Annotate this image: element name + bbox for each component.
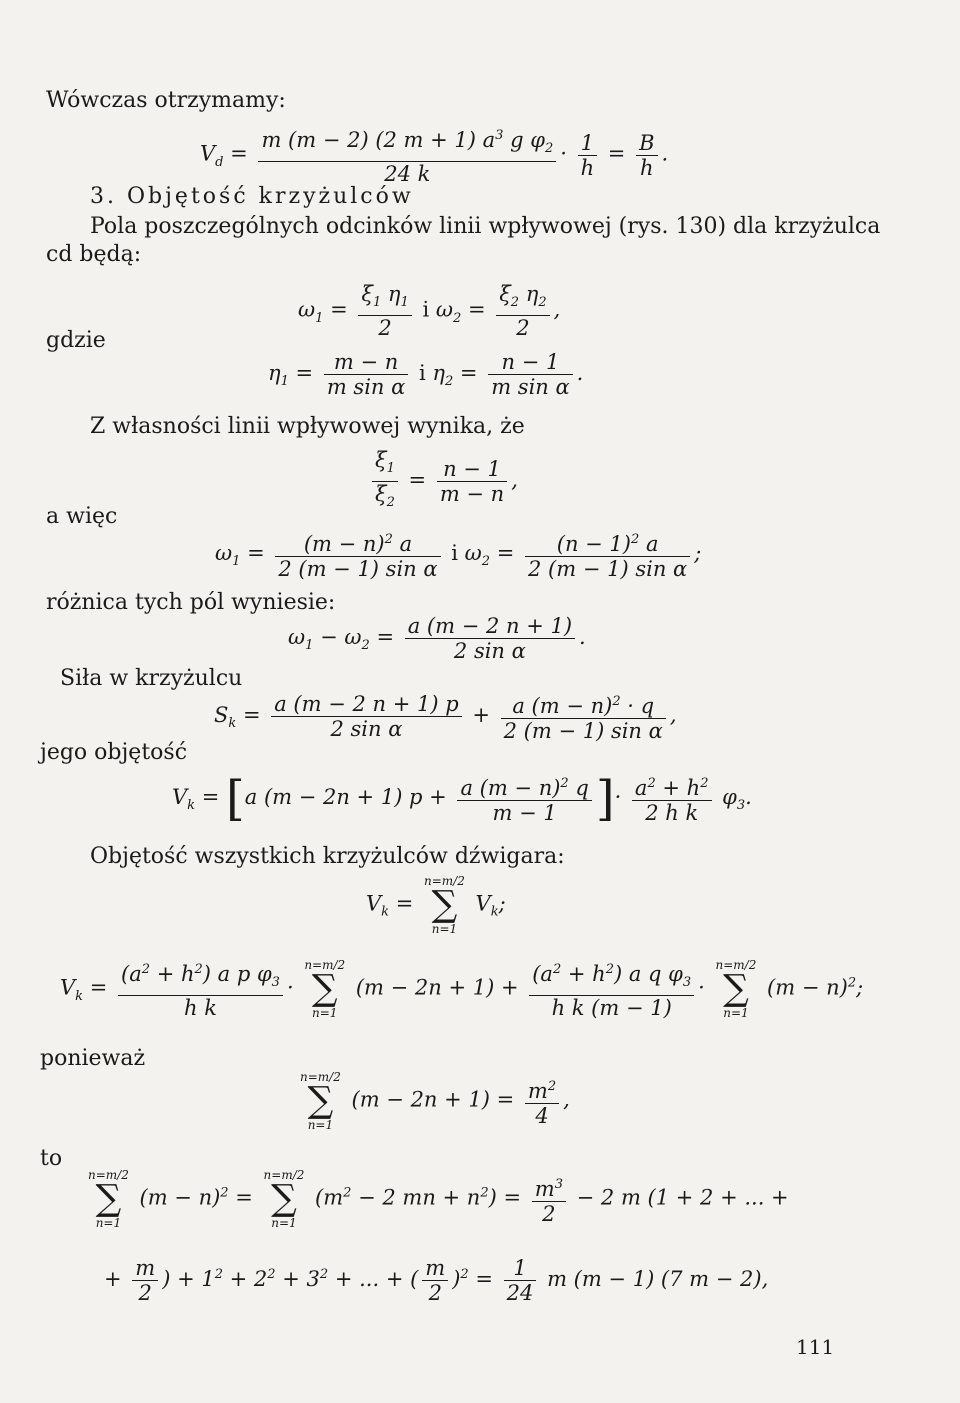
equation-force-sk: $S_k$ = $\frac{a (m - 2 n + 1) p}{\text{2 sin α}}$ + $\frac{a (m - n)^2 \cdot q}{\text{2 (m − 1) sin α}}$ , [214, 692, 677, 743]
label-to: to [40, 1146, 63, 1171]
total-volume-text: Objętość wszystkich krzyżulców dźwigara: [90, 844, 565, 869]
equation-vd: $V_d$ = $\frac{m (m - 2) (2 m + 1) a^3 g \varphi_2}{24 k}$ · $\frac{1}{h}$ = $\frac{B}{h}$ . [200, 124, 668, 186]
property-text: Z własności linii wpływowej wynika, że [90, 414, 525, 439]
paragraph-line-1: Pola poszczególnych odcinków linii wpływowej (rys. 130) dla krzyżulca [90, 214, 881, 239]
equation-eta: $\eta_1$ = $\frac{m - n}{\text{m sin α}}$ i $\eta_2$ = $\frac{n - 1}{\text{m sin α}}$ . [268, 350, 584, 399]
equation-omega-difference: $\omega_1 - \omega_2$ = $\frac{a (m - 2 n + 1)}{\text{2 sin α}}$ . [288, 614, 586, 663]
page-number: 111 [796, 1335, 835, 1359]
force-text: Siła w krzyżulcu [60, 666, 243, 691]
equation-sum-linear: n=m/2 ∑ n=1 (m − 2n + 1) = $\frac{m^2}{4}$ , [300, 1070, 570, 1132]
equation-sum-squares-line1: n=m/2 ∑ n=1 $(m - n)^2$ = n=m/2 ∑ n=1 ($m^2 - 2$ mn + $n^2$) = $\frac{m^3}{2}$ − 2 m (1 + 2 + ... + [88, 1168, 789, 1230]
label-gdzie: gdzie [46, 328, 106, 353]
equation-volume-vk: $V_k = [a$ (m − 2n + 1) p + $\frac{a (m - n)^2 q}{m - 1}$ ]· $\frac{a^2 + h^2}{\text{2 h k}}$ $\varphi_3$. [172, 770, 752, 827]
label-a-wiec: a więc [46, 504, 118, 529]
equation-omega-areas: $\omega_1$ = $\frac{\xi_1 \eta_1}{2}$ i $\omega_2$ = $\frac{\xi_2 \eta_2}{2}$ , [298, 282, 561, 341]
paragraph-line-2: cd będą: [46, 242, 142, 267]
difference-text: różnica tych pól wyniesie: [46, 590, 336, 615]
equation-omega-values: $\omega_1$ = $\frac{(m - n)^2 a}{\text{2 (m − 1) sin α}}$ i $\omega_2$ = $\frac{(n - 1)^2 a}{\text{2 (m − 1) sin α}}$ ; [215, 528, 701, 581]
equation-sum-vk: $V_k$ = n=m/2 ∑ n=1 $V_k$; [366, 874, 506, 936]
equation-sum-squares-line2: + $\frac{m}{2}$ ) + $1^2 + 2^2 + 3^2$ + ... + ( $\frac{m}{2}$ )$^2$ = $\frac{1}{24}$ m (m − 1) (7 m − 2), [104, 1256, 769, 1305]
label-poniewaz: ponieważ [40, 1046, 146, 1071]
section-heading: 3. Objętość krzyżulców [90, 184, 414, 209]
equation-total-volume: $V_k$ = $\frac{(a^2 + h^2) a p \varphi_3}{\text{h k}}$ · n=m/2 ∑ n=1 (m − 2n + 1) + $\frac{(a^2 + h^2) a q \varphi_3}{\text{h k (m − 1)}}$ · n=m/2 ∑ n=1 $(m - n)^2$; [60, 958, 864, 1021]
equation-xi-ratio: $\frac{\xi_1}{\xi_2}$ = $\frac{n - 1}{m - n}$ , [368, 448, 518, 515]
intro-text: Wówczas otrzymamy: [46, 88, 286, 113]
volume-text: jego objętość [40, 740, 188, 765]
